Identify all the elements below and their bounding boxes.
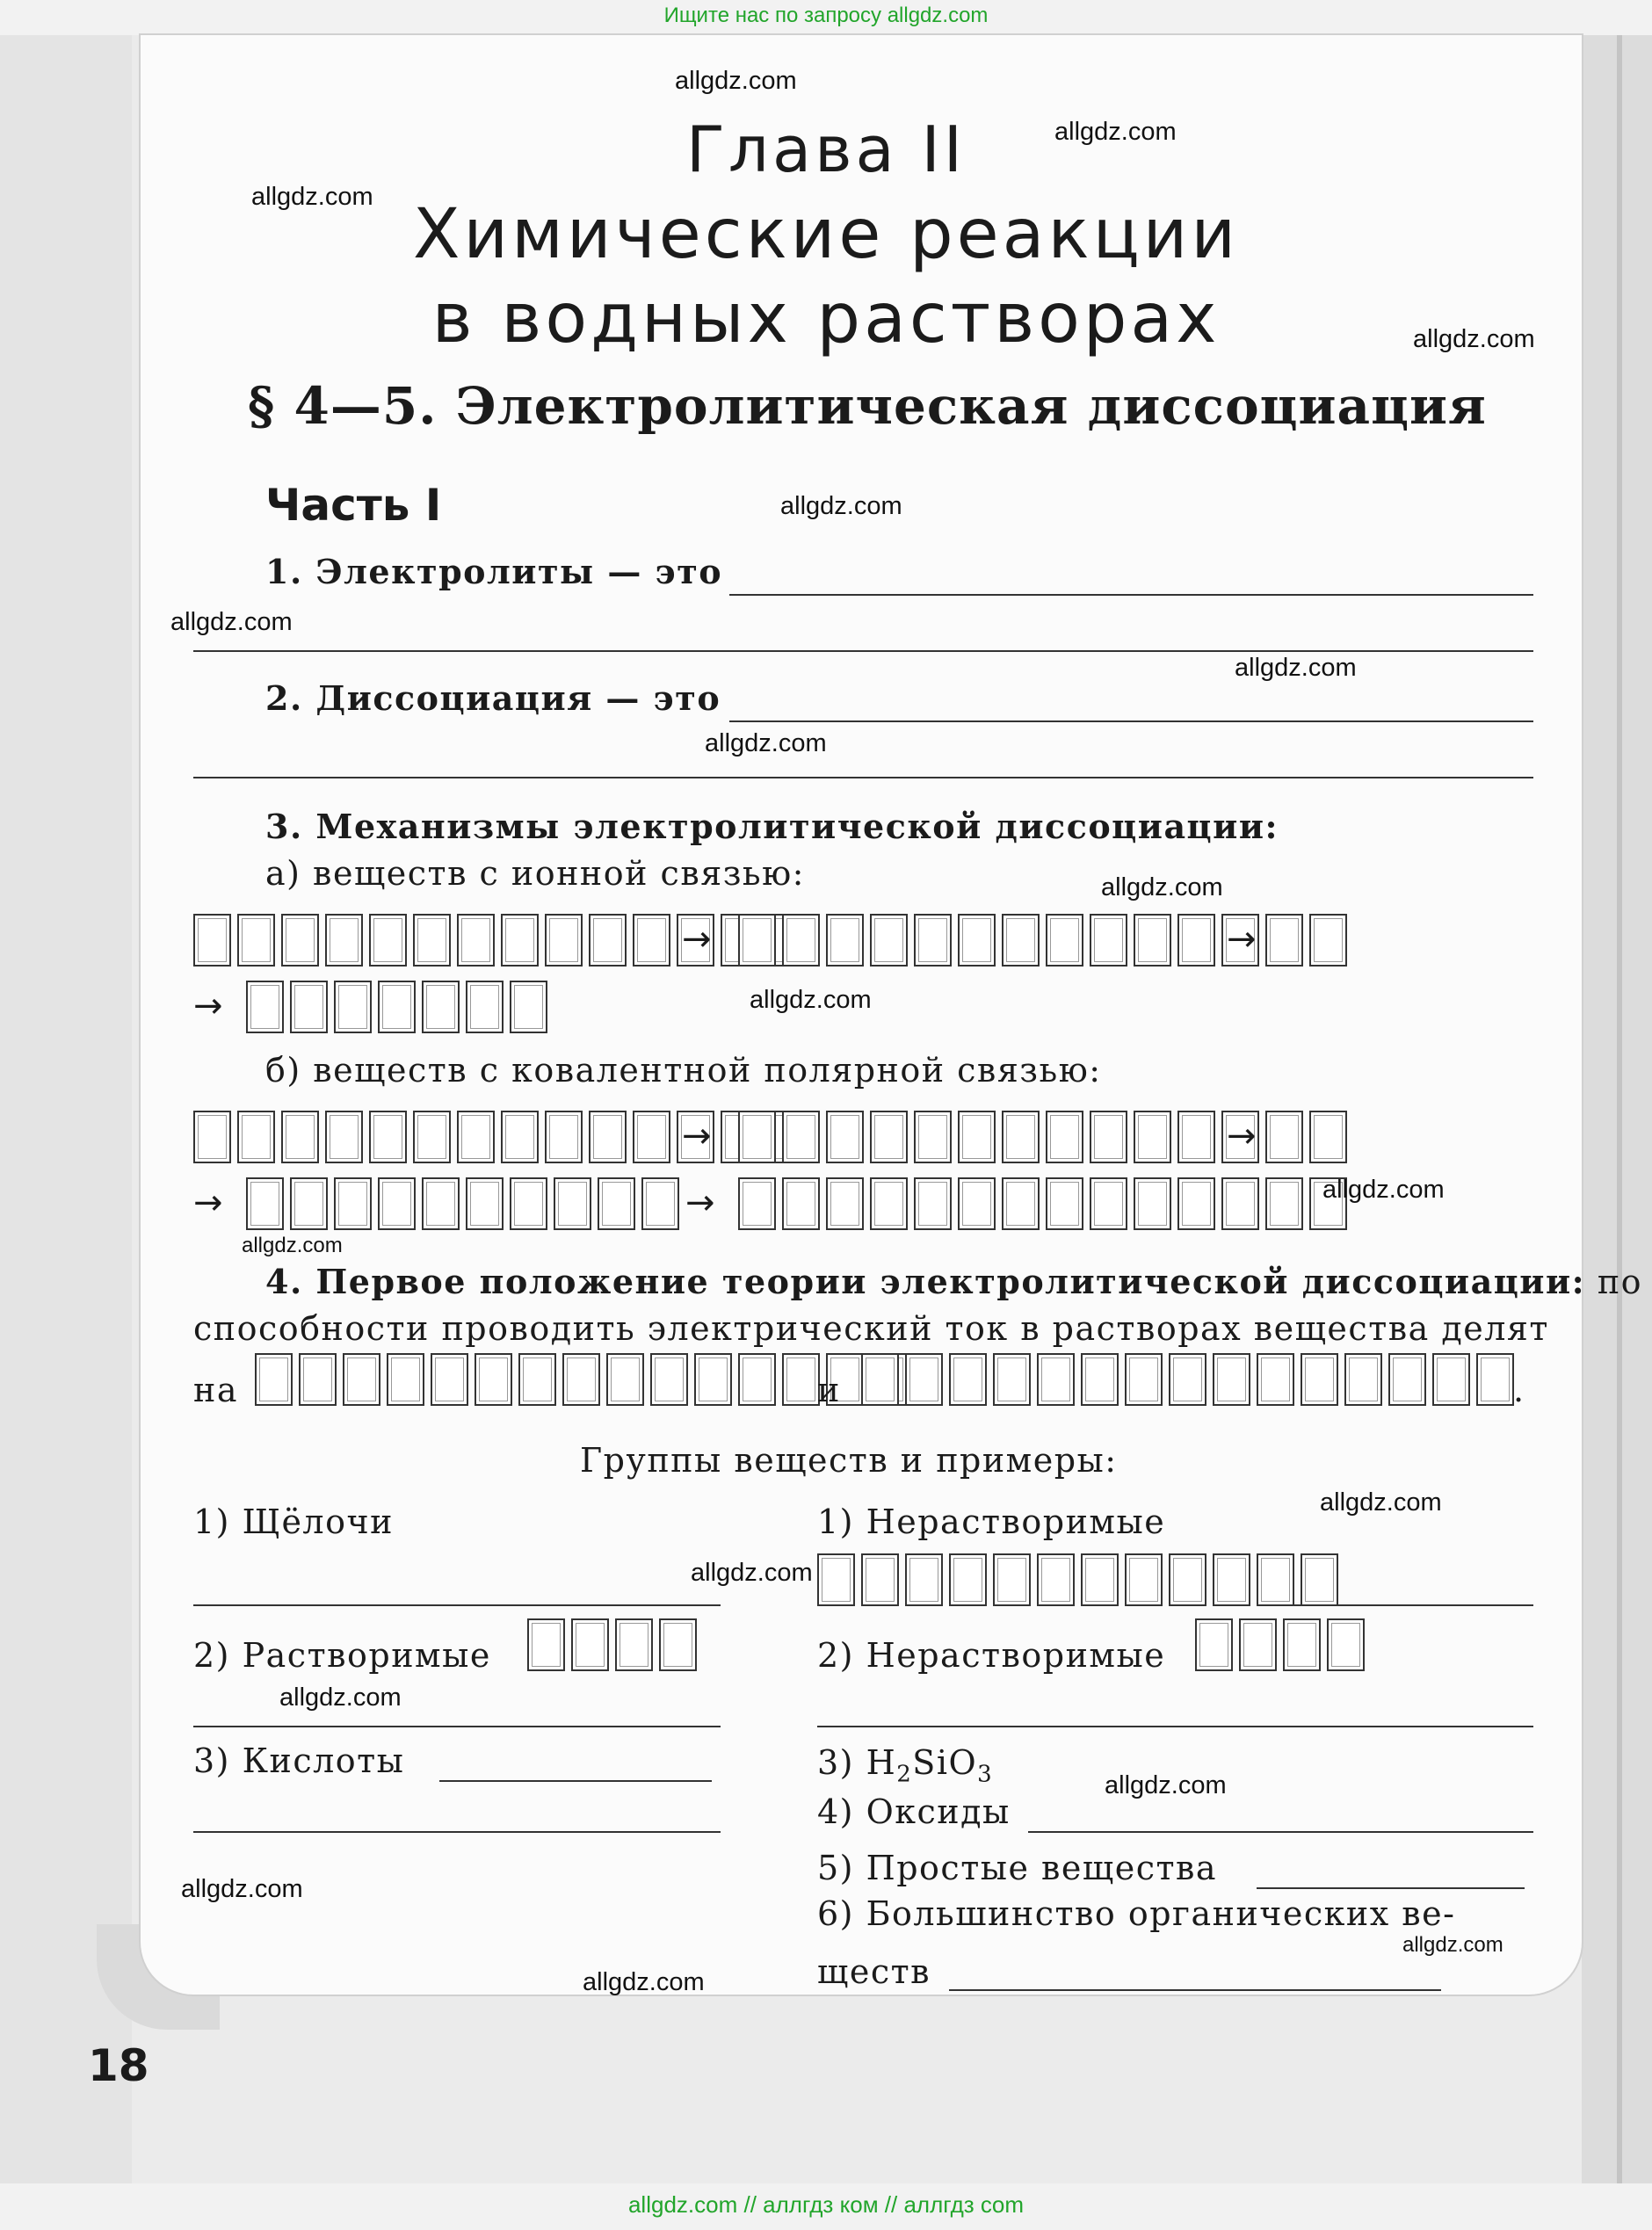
letter-box[interactable] [1125, 1353, 1163, 1406]
letter-box[interactable] [782, 914, 820, 967]
formula-sub-3: 3 [977, 1761, 994, 1788]
letter-box[interactable] [1265, 1111, 1303, 1163]
letter-box[interactable] [694, 1353, 732, 1406]
letter-box[interactable] [457, 914, 495, 967]
letter-box[interactable] [633, 1111, 670, 1163]
letter-box[interactable] [870, 1111, 908, 1163]
letter-box[interactable] [554, 1177, 591, 1230]
letter-box[interactable] [1090, 914, 1127, 967]
letter-box[interactable] [598, 1177, 635, 1230]
letter-box[interactable] [905, 1553, 943, 1606]
letter-box[interactable] [1283, 1618, 1321, 1671]
watermark: allgdz.com [1101, 873, 1223, 901]
letter-box[interactable] [562, 1353, 600, 1406]
arrow-icon: → [682, 919, 712, 959]
group-right-6: 6) Большинство органических ве- [817, 1894, 1456, 1933]
letter-box[interactable] [413, 914, 451, 967]
letter-box[interactable] [826, 1177, 864, 1230]
letter-box[interactable] [1265, 914, 1303, 967]
question-3b-label: б) веществ с ковалентной полярной связью: [265, 1051, 1102, 1090]
watermark: allgdz.com [181, 1875, 303, 1903]
arrow-icon: → [193, 986, 223, 1026]
letter-box[interactable] [1134, 914, 1171, 967]
letter-box[interactable] [290, 1177, 328, 1230]
letter-box[interactable] [1177, 1111, 1215, 1163]
site-banner[interactable]: Ищите нас по запросу allgdz.com [663, 4, 989, 27]
answer-line[interactable] [193, 650, 1533, 652]
letter-box[interactable] [237, 914, 275, 967]
letter-box[interactable] [958, 1177, 996, 1230]
arrow-icon: → [1227, 1116, 1257, 1156]
letter-box[interactable] [422, 981, 460, 1033]
answer-boxes[interactable] [738, 1177, 1347, 1230]
letter-box[interactable] [1125, 1553, 1163, 1606]
letter-box[interactable] [413, 1111, 451, 1163]
watermark: allgdz.com [170, 608, 293, 636]
letter-box[interactable] [826, 914, 864, 967]
letter-box[interactable] [1301, 1553, 1338, 1606]
letter-box[interactable] [457, 1111, 495, 1163]
arrow-icon: → [685, 1183, 715, 1223]
letter-box[interactable] [905, 1353, 943, 1406]
letter-box[interactable] [378, 981, 416, 1033]
letter-box[interactable] [1177, 914, 1215, 967]
letter-box[interactable] [1002, 1177, 1040, 1230]
group-right-5: 5) Простые вещества [817, 1849, 1218, 1887]
letter-box[interactable] [861, 1553, 899, 1606]
letter-box[interactable] [501, 1111, 539, 1163]
letter-box[interactable] [369, 914, 407, 967]
question-1-label: 1. Электролиты — это [265, 552, 723, 591]
letter-box[interactable] [589, 1111, 627, 1163]
watermark: allgdz.com [1413, 325, 1535, 353]
letter-box[interactable] [914, 914, 952, 967]
letter-box[interactable] [1213, 1353, 1250, 1406]
letter-box[interactable] [1388, 1353, 1426, 1406]
letter-box[interactable] [949, 1353, 987, 1406]
watermark: allgdz.com [1402, 1933, 1503, 1957]
watermark: allgdz.com [675, 67, 797, 95]
letter-box[interactable] [387, 1353, 424, 1406]
letter-box[interactable] [870, 914, 908, 967]
question-2-label: 2. Диссоциация — это [265, 678, 721, 718]
group-right-3 [817, 1743, 993, 1788]
question-4-tail: по [1597, 1263, 1643, 1301]
letter-box[interactable] [1037, 1353, 1075, 1406]
group-left-2: 2) Растворимые [193, 1636, 491, 1675]
group-right-1: 1) Нерастворимые [817, 1502, 1166, 1541]
letter-box[interactable] [606, 1353, 644, 1406]
letter-box[interactable] [633, 914, 670, 967]
watermark: allgdz.com [242, 1234, 343, 1257]
letter-box[interactable] [299, 1353, 337, 1406]
letter-box[interactable] [1002, 1111, 1040, 1163]
letter-box[interactable] [659, 1618, 697, 1671]
letter-box[interactable] [325, 914, 363, 967]
watermark: allgdz.com [251, 183, 373, 211]
letter-box[interactable] [861, 1353, 899, 1406]
letter-box[interactable] [334, 1177, 372, 1230]
group-left-3: 3) Кислоты [193, 1741, 405, 1780]
answer-line[interactable] [817, 1726, 1533, 1727]
part-heading: Часть I [265, 480, 442, 531]
question-4-line-1 [265, 1262, 1642, 1301]
letter-box[interactable] [1432, 1353, 1470, 1406]
letter-box[interactable] [1257, 1553, 1294, 1606]
question-4-and: и [817, 1371, 841, 1409]
letter-box[interactable] [782, 1177, 820, 1230]
answer-line[interactable] [193, 1604, 721, 1606]
answer-line[interactable] [729, 720, 1533, 722]
arrow-icon: → [193, 1183, 223, 1223]
letter-box[interactable] [1239, 1618, 1277, 1671]
letter-box[interactable] [1476, 1353, 1514, 1406]
letter-box[interactable] [870, 1177, 908, 1230]
watermark: allgdz.com [1320, 1488, 1442, 1517]
letter-box[interactable] [343, 1353, 380, 1406]
group-right-6-cont: ществ [817, 1952, 931, 1991]
letter-box[interactable] [1002, 914, 1040, 967]
watermark: allgdz.com [1054, 118, 1177, 146]
letter-box[interactable] [1169, 1353, 1206, 1406]
letter-box[interactable] [475, 1353, 512, 1406]
letter-box[interactable] [641, 1177, 679, 1230]
letter-box[interactable] [378, 1177, 416, 1230]
letter-box[interactable] [1221, 1177, 1259, 1230]
letter-box[interactable] [1090, 1177, 1127, 1230]
question-3a-label: а) веществ с ионной связью: [265, 854, 805, 893]
question-4-na: на [193, 1371, 238, 1409]
letter-box[interactable] [510, 981, 547, 1033]
answer-line[interactable] [949, 1989, 1441, 1991]
letter-box[interactable] [817, 1553, 855, 1606]
groups-title: Группы веществ и примеры: [580, 1441, 1118, 1480]
letter-box[interactable] [1301, 1353, 1338, 1406]
letter-box[interactable] [369, 1111, 407, 1163]
watermark: allgdz.com [1235, 654, 1357, 682]
letter-box[interactable] [958, 1111, 996, 1163]
watermark: allgdz.com [691, 1559, 813, 1587]
answer-line[interactable] [1028, 1831, 1533, 1833]
answer-boxes[interactable] [255, 1353, 908, 1406]
letter-box[interactable] [826, 1111, 864, 1163]
chapter-heading: Глава II [686, 112, 966, 186]
letter-box[interactable] [334, 981, 372, 1033]
group-right-4: 4) Оксиды [817, 1792, 1011, 1831]
letter-box[interactable] [193, 914, 231, 967]
group-right-2: 2) Нерастворимые [817, 1636, 1166, 1675]
answer-boxes[interactable] [1195, 1618, 1365, 1671]
letter-box[interactable] [518, 1353, 556, 1406]
page-number: 18 [88, 2040, 149, 2091]
answer-line[interactable] [193, 1726, 721, 1727]
answer-line[interactable] [1257, 1887, 1525, 1889]
letter-box[interactable] [914, 1111, 952, 1163]
letter-box[interactable] [246, 1177, 284, 1230]
letter-box[interactable] [1309, 1111, 1347, 1163]
answer-line[interactable] [193, 777, 1533, 778]
letter-box[interactable] [1309, 914, 1347, 967]
watermark: allgdz.com [750, 986, 872, 1014]
watermark: allgdz.com [780, 492, 902, 520]
letter-box[interactable] [738, 914, 776, 967]
letter-box[interactable] [615, 1618, 653, 1671]
answer-boxes[interactable] [246, 981, 547, 1033]
letter-box[interactable] [1046, 1111, 1083, 1163]
letter-box[interactable] [545, 914, 583, 967]
letter-box[interactable] [501, 914, 539, 967]
letter-box[interactable] [1257, 1353, 1294, 1406]
answer-line[interactable] [1265, 1604, 1533, 1606]
formula-h: 3) H [817, 1743, 897, 1782]
letter-box[interactable] [914, 1177, 952, 1230]
arrow-icon: → [1227, 919, 1257, 959]
letter-box[interactable] [237, 1111, 275, 1163]
letter-box[interactable] [782, 1111, 820, 1163]
letter-box[interactable] [993, 1553, 1031, 1606]
letter-box[interactable] [1046, 914, 1083, 967]
letter-box[interactable] [1081, 1553, 1119, 1606]
letter-box[interactable] [1213, 1553, 1250, 1606]
letter-box[interactable] [949, 1553, 987, 1606]
paragraph-title: § 4—5. Электролитическая диссоциация [248, 376, 1487, 436]
question-3-label: 3. Механизмы электролитической диссоциации: [265, 807, 1279, 846]
letter-box[interactable] [281, 914, 319, 967]
letter-box[interactable] [1046, 1177, 1083, 1230]
chapter-title-line-1: Химические реакции [412, 195, 1240, 274]
question-4-line-2: способности проводить электрический ток в растворах вещества делят [193, 1309, 1549, 1348]
answer-boxes[interactable] [246, 1177, 679, 1230]
letter-box[interactable] [466, 981, 504, 1033]
chapter-title-line-2: в водных растворах [431, 279, 1221, 358]
answer-boxes[interactable] [861, 1353, 1514, 1406]
answer-boxes[interactable] [527, 1618, 697, 1671]
letter-box[interactable] [466, 1177, 504, 1230]
letter-box[interactable] [958, 914, 996, 967]
formula-sio: SiO [912, 1743, 978, 1782]
letter-box[interactable] [1327, 1618, 1365, 1671]
group-left-1: 1) Щёлочи [193, 1502, 394, 1541]
arrow-icon: → [682, 1116, 712, 1156]
watermark: allgdz.com [583, 1968, 705, 1996]
formula-sub-2: 2 [896, 1761, 913, 1788]
watermark: allgdz.com [1105, 1771, 1227, 1799]
letter-box[interactable] [1344, 1353, 1382, 1406]
letter-box[interactable] [246, 981, 284, 1033]
letter-box[interactable] [571, 1618, 609, 1671]
letter-box[interactable] [1195, 1618, 1233, 1671]
watermark: allgdz.com [279, 1683, 402, 1712]
letter-box[interactable] [193, 1111, 231, 1163]
letter-box[interactable] [738, 1177, 776, 1230]
letter-box[interactable] [738, 1111, 776, 1163]
letter-box[interactable] [510, 1177, 547, 1230]
watermark: allgdz.com [705, 729, 827, 757]
letter-box[interactable] [589, 914, 627, 967]
letter-box[interactable] [255, 1353, 293, 1406]
letter-box[interactable] [325, 1111, 363, 1163]
question-4-period: . [1513, 1371, 1525, 1409]
footer-links[interactable]: allgdz.com // аллгдз ком // аллгдз com [627, 2191, 1025, 2218]
answer-line[interactable] [193, 1831, 721, 1833]
letter-box[interactable] [1134, 1177, 1171, 1230]
letter-box[interactable] [422, 1177, 460, 1230]
letter-box[interactable] [738, 1353, 776, 1406]
letter-box[interactable] [1177, 1177, 1215, 1230]
letter-box[interactable] [1037, 1553, 1075, 1606]
letter-box[interactable] [1265, 1177, 1303, 1230]
letter-box[interactable] [290, 981, 328, 1033]
question-4-bold: 4. Первое положение теории электролитической диссоциации: [265, 1262, 1586, 1301]
answer-line[interactable] [439, 1780, 712, 1782]
letter-box[interactable] [782, 1353, 820, 1406]
answer-line[interactable] [729, 594, 1533, 596]
letter-box[interactable] [650, 1353, 688, 1406]
letter-box[interactable] [545, 1111, 583, 1163]
letter-box[interactable] [281, 1111, 319, 1163]
watermark: allgdz.com [1322, 1176, 1445, 1204]
answer-boxes[interactable] [817, 1553, 1338, 1606]
letter-box[interactable] [1090, 1111, 1127, 1163]
letter-box[interactable] [527, 1618, 565, 1671]
letter-box[interactable] [1081, 1353, 1119, 1406]
letter-box[interactable] [993, 1353, 1031, 1406]
letter-box[interactable] [1134, 1111, 1171, 1163]
letter-box[interactable] [1169, 1553, 1206, 1606]
letter-box[interactable] [431, 1353, 468, 1406]
